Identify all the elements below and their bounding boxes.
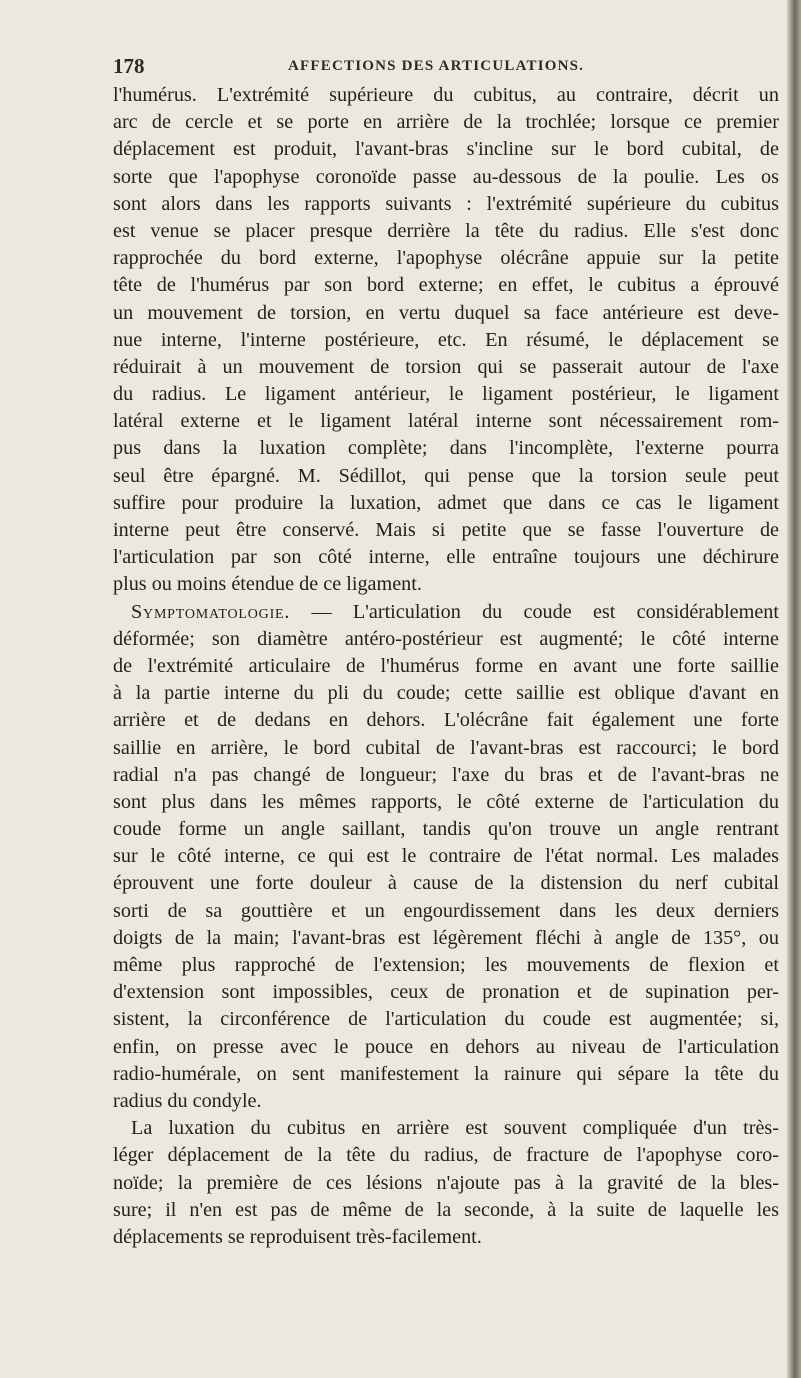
text-line: seul être épargné. M. Sédillot, qui pense que la torsion seule peut (113, 464, 779, 487)
text-line: même plus rapproché de l'extension; les mouvements de flexion et (113, 954, 779, 976)
text-line: coude forme un angle saillant, tandis qu'on trouve un angle rentrant (113, 818, 779, 841)
text-line: pus dans la luxation complète; dans l'incomplète, l'externe pourra (113, 437, 779, 460)
text-line: sistent, la circonférence de l'articulation du coude est augmentée; si, (113, 1008, 779, 1031)
text-line: sorte que l'apophyse coronoïde passe au-dessous de la poulie. Les os (113, 165, 779, 188)
text-line: tête de l'humérus par son bord externe; en effet, le cubitus a éprouvé (113, 274, 779, 297)
text-line: un mouvement de torsion, en vertu duquel sa face antérieure est deve- (113, 301, 779, 324)
text-line: rapprochée du bord externe, l'apophyse olécrâne appuie sur la petite (113, 247, 779, 270)
text-line: enfin, on presse avec le pouce en dehors au niveau de l'articulation (113, 1035, 779, 1058)
text-line: sure; il n'en est pas de même de la seconde, à la suite de laquelle les (113, 1198, 779, 1221)
text-line: déplacement est produit, l'avant-bras s'incline sur le bord cubital, de (113, 138, 779, 161)
page-header (113, 54, 779, 78)
text-line: noïde; la première de ces lésions n'ajoute pas à la gravité de la bles- (113, 1171, 779, 1194)
text-line: radius du condyle. (113, 1089, 262, 1112)
page-edge-shadow (787, 0, 801, 1378)
text-line: saillie en arrière, le bord cubital de l'avant-bras est raccourci; le bord (113, 736, 779, 759)
text-line: sont plus dans les mêmes rapports, le côté externe de l'articulation du (113, 790, 779, 813)
running-head: AFFECTIONS DES ARTICULATIONS. (288, 58, 585, 74)
text-line: sur le côté interne, ce qui est le contraire de l'état normal. Les malades (113, 845, 779, 868)
text-line: éprouvent une forte douleur à cause de la distension du nerf cubital (113, 872, 779, 895)
text-line: l'articulation par son côté interne, elle entraîne toujours une déchirure (113, 546, 779, 569)
text-line: sont alors dans les rapports suivants : l'extrémité supérieure du cubitus (113, 192, 779, 215)
text-line: sorti de sa gouttière et un engourdissement dans les deux derniers (113, 899, 779, 922)
text-line: radio-humérale, on sent manifestement la rainure qui sépare la tête du (113, 1062, 779, 1085)
text-line: plus ou moins étendue de ce ligament. (113, 573, 422, 596)
text-line: de l'extrémité articulaire de l'humérus forme en avant une forte saillie (113, 654, 779, 677)
text-line: réduirait à un mouvement de torsion qui se passerait autour de l'axe (113, 355, 779, 378)
text-line: nue interne, l'interne postérieure, etc. En résumé, le déplacement se (113, 328, 779, 351)
text-line: arc de cercle et se porte en arrière de la trochlée; lorsque ce premier (113, 111, 779, 134)
text-line: interne peut être conservé. Mais si petite que se fasse l'ouverture de (113, 519, 779, 541)
text-line: doigts de la main; l'avant-bras est légèrement fléchi à angle de 135°, ou (113, 926, 779, 949)
text-line: suffire pour produire la luxation, admet que dans ce cas le ligament (113, 491, 779, 514)
text-line: du radius. Le ligament antérieur, le ligament postérieur, le ligament (113, 383, 779, 406)
section-heading: Symptomatologie. (131, 600, 291, 623)
text-line: l'humérus. L'extrémité supérieure du cubitus, au contraire, décrit un (113, 84, 779, 106)
page-number: 178 (113, 54, 145, 78)
text-line: — L'articulation du coude est considérablement (311, 600, 779, 623)
text-line-with-heading (113, 599, 779, 626)
text-line: est venue se placer presque derrière la tête du radius. Elle s'est donc (113, 219, 779, 242)
text-line: arrière et de dedans en dehors. L'olécrâne fait également une forte (113, 709, 779, 732)
text-line: léger déplacement de la tête du radius, de fracture de l'apophyse coro- (113, 1144, 779, 1167)
text-line: radial n'a pas changé de longueur; l'axe du bras et de l'avant-bras ne (113, 763, 779, 786)
text-line: déplacements se reproduisent très-facilement. (113, 1225, 482, 1248)
text-line: d'extension sont impossibles, ceux de pronation et de supination per- (113, 981, 779, 1004)
text-line: à la partie interne du pli du coude; cette saillie est oblique d'avant en (113, 682, 779, 705)
text-line: La luxation du cubitus en arrière est souvent compliquée d'un très- (131, 1117, 779, 1140)
body-text (113, 82, 779, 1251)
text-line: déformée; son diamètre antéro-postérieur est augmenté; le côté interne (113, 627, 779, 650)
text-line: latéral externe et le ligament latéral interne sont nécessairement rom- (113, 410, 779, 433)
